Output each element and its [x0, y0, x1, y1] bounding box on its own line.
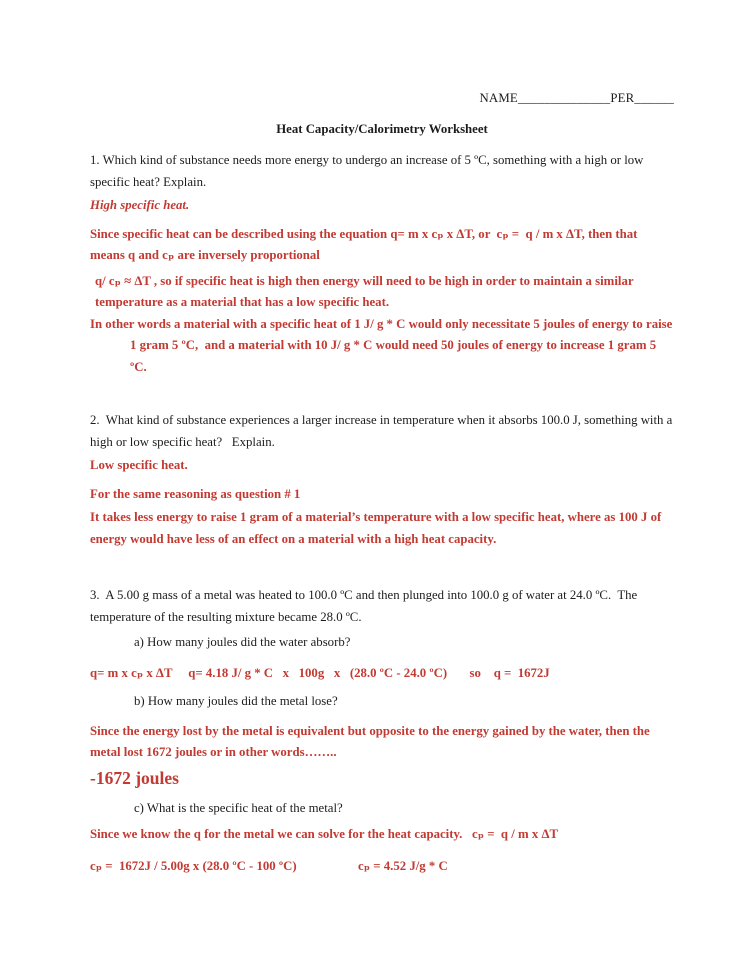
- q3-part-c-result: cₚ = 4.52 J/g * C: [358, 858, 448, 873]
- q3-part-a-label: a) How many joules did the water absorb?: [134, 635, 351, 649]
- question-3: 3. A 5.00 g mass of a metal was heated to 100.0 ºC and then plunged into 100.0 g of water at 24.0 ºC. The temperature of the resulting mixture became 28.0 ºC.: [90, 588, 641, 624]
- worksheet-content: [90, 88, 674, 877]
- name-per-line: NAME______________PER______: [479, 91, 674, 105]
- q3-part-c-label: c) What is the specific heat of the metal?: [134, 800, 343, 815]
- q1-answer-equation: Since specific heat can be described using the equation q= m x cₚ x ΔT, or cₚ = q / m x ΔT, then that means q and cₚ are inversely proportional: [90, 226, 641, 262]
- q3-part-c-calculation-row: [90, 856, 674, 878]
- q2-answer-detail: It takes less energy to raise 1 gram of a material’s temperature with a low specific heat, where as 100 J of energy would have less of an effect on a material with a high heat capacity.: [90, 510, 665, 546]
- q3-part-a-work: q= m x cₚ x ΔT q= 4.18 J/ g * C x 100g x (28.0 ºC - 24.0 ºC) so q = 1672J: [90, 665, 550, 680]
- q2-answer-main: Low specific heat.: [90, 458, 188, 472]
- question-2: 2. What kind of substance experiences a larger increase in temperature when it absorbs 100.0 J, something with a high or low specific heat? Explain.: [90, 413, 676, 449]
- worksheet-title: Heat Capacity/Calorimetry Worksheet: [276, 121, 488, 136]
- q1-answer-example: In other words a material with a specific heat of 1 J/ g * C would only necessitate 5 joules of energy to raise 1 gram 5 ºC, and a material with 10 J/ g * C would need 50 joules of energy to increase 1 gram 5 ºC.: [90, 316, 676, 374]
- q3-part-b-work: Since the energy lost by the metal is equivalent but opposite to the energy gained by the water, then the metal lost 1672 joules or in other words……..: [90, 723, 653, 759]
- q3-part-c-calc: cₚ = 1672J / 5.00g x (28.0 ºC - 100 ºC): [90, 858, 297, 873]
- q2-answer-reason: For the same reasoning as question # 1: [90, 486, 301, 501]
- q1-answer-main: High specific heat.: [90, 198, 190, 212]
- question-1: 1. Which kind of substance needs more energy to undergo an increase of 5 ºC, something with a high or low specific heat? Explain.: [90, 153, 647, 189]
- q1-answer-relation: q/ cₚ ≈ ΔT , so if specific heat is high then energy will need to be high in order to maintain a similar temperature as a material that has a low specific heat.: [95, 273, 637, 309]
- q3-part-b-label: b) How many joules did the metal lose?: [134, 694, 338, 708]
- q3-part-c-work: Since we know the q for the metal we can solve for the heat capacity. cₚ = q / m x ΔT: [90, 827, 558, 841]
- q3-part-b-result: -1672 joules: [90, 767, 179, 788]
